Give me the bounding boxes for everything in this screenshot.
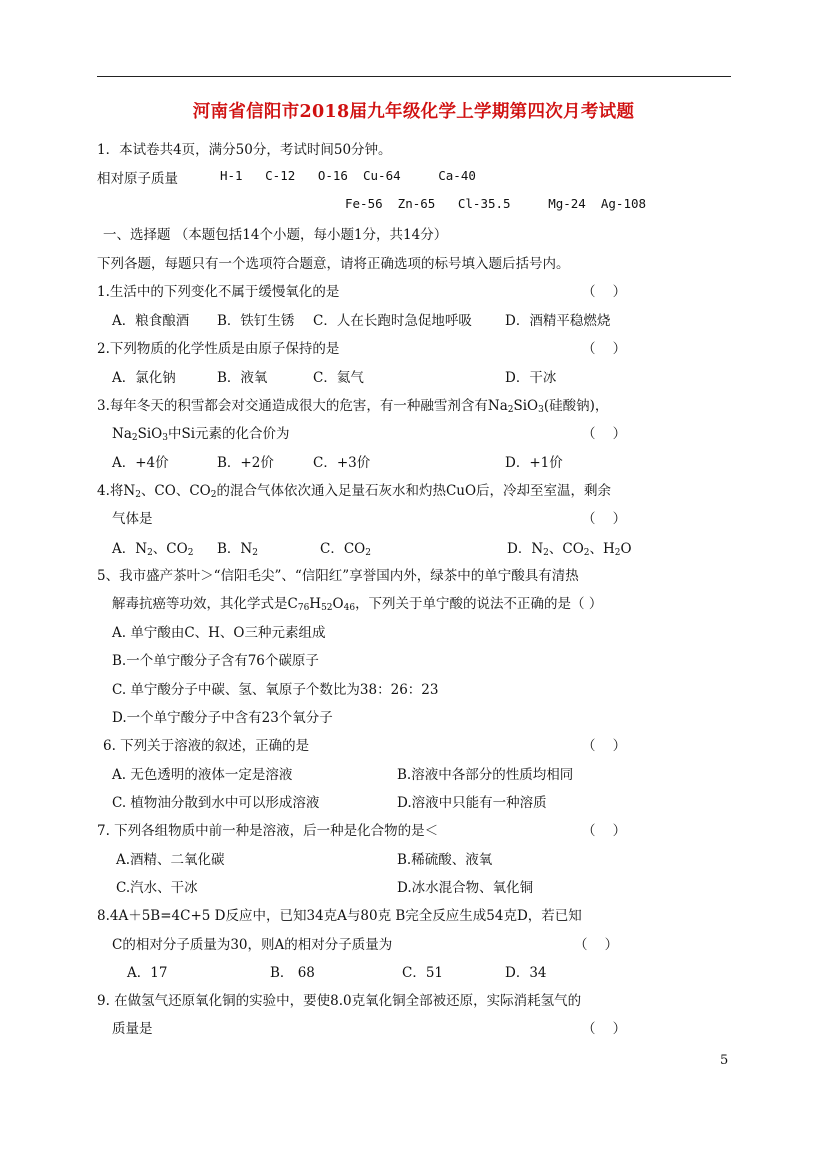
question-9-line-2: 质量是 [112, 1021, 153, 1037]
q8-option-c: C．51 [402, 965, 444, 981]
section-instruction: 下列各题，每题只有一个选项符合题意，请将正确选项的标号填入题后括号内。 [97, 256, 570, 272]
q4-option-b: B．$N_2$ [217, 541, 258, 558]
question-4-line-2: 气体是 [112, 511, 153, 527]
q5-option-a: A. 单宁酸由C、H、O三种元素组成 [112, 625, 326, 641]
question-4-stem: 4.将$N_2$、CO、$CO_2$的混合气体依次通入足量石灰水和灼热CuO后，冷却至室温，剩余 [97, 483, 612, 500]
q6-option-d: D.溶液中只能有一种溶质 [397, 795, 547, 811]
q1-option-d: D．酒精平稳燃烧 [505, 313, 611, 329]
answer-bracket-7[interactable]: （ ） [582, 823, 627, 839]
q8-option-d: D．34 [505, 965, 547, 981]
answer-bracket-6[interactable]: （ ） [582, 738, 627, 754]
q4-option-c: C．$CO_2$ [320, 541, 371, 558]
section-heading: 一、选择题 （本题包括14个小题，每小题1分，共14分） [103, 227, 448, 243]
q4-option-a: A．$N_2$、$CO_2$ [112, 541, 194, 558]
question-5-line-2: 解毒抗癌等功效，其化学式是$C_{76}H_{52}O_{46}$，下列关于单宁酸的说法不正确的是（ ） [112, 596, 603, 613]
header-rule [97, 76, 731, 77]
question-8-line-2: C的相对分子质量为30，则A的相对分子质量为 [112, 937, 393, 953]
q1-option-a: A．粮食酿酒 [112, 313, 190, 329]
question-3-stem: 3.每年冬天的积雪都会对交通造成很大的危害，有一种融雪剂含有$Na_2SiO_3$(硅酸钠)， [97, 398, 609, 415]
answer-bracket-9[interactable]: （ ） [582, 1021, 627, 1037]
q7-option-b: B.稀硫酸、液氧 [397, 852, 493, 868]
q3-option-d: D．+1价 [505, 455, 563, 471]
q8-option-a: A．17 [127, 965, 168, 981]
answer-bracket-1[interactable]: （ ） [582, 284, 627, 300]
q7-option-a: A.酒精、二氧化碳 [116, 852, 225, 868]
answer-bracket-2[interactable]: （ ） [582, 341, 627, 357]
q2-option-c: C．氦气 [313, 370, 364, 386]
q2-option-d: D．干冰 [505, 370, 557, 386]
q5-option-b: B.一个单宁酸分子含有76个碳原子 [112, 653, 319, 669]
question-1-stem: 1.生活中的下列变化不属于缓慢氧化的是 [97, 284, 340, 300]
q2-option-b: B．液氧 [217, 370, 268, 386]
q6-option-b: B.溶液中各部分的性质均相同 [397, 767, 574, 783]
answer-bracket-8[interactable]: （ ） [574, 937, 619, 953]
q7-option-c: C.汽水、干冰 [116, 880, 198, 896]
question-7-stem: 7. 下列各组物质中前一种是溶液，后一种是化合物的是＜ [97, 823, 439, 839]
atomic-mass-label: 相对原子质量 [97, 171, 178, 187]
question-2-stem: 2.下列物质的化学性质是由原子保持的是 [97, 341, 340, 357]
q1-option-b: B．铁钉生锈 [217, 313, 295, 329]
question-8-stem: 8.4A＋5B=4C+5 D反应中，已知34克A与80克 B完全反应生成54克D，若已知 [97, 908, 582, 924]
question-6-stem: 6. 下列关于溶液的叙述，正确的是 [103, 738, 310, 754]
answer-bracket-4[interactable]: （ ） [582, 511, 627, 527]
exam-note: 1．本试卷共4页，满分50分，考试时间50分钟。 [97, 142, 392, 158]
q4-option-d: D．$N_2$、$CO_2$、$H_2O$ [507, 541, 632, 558]
atomic-mass-row-1: H-1 C-12 O-16 Cu-64 Ca-40 [220, 168, 476, 183]
q8-option-b: B． 68 [270, 965, 315, 981]
q3-option-c: C．+3价 [313, 455, 371, 471]
q5-option-c: C. 单宁酸分子中碳、氢、氧原子个数比为38：26：23 [112, 682, 439, 698]
q7-option-d: D.冰水混合物、氧化铜 [397, 880, 534, 896]
q1-option-c: C．人在长跑时急促地呼吸 [313, 313, 472, 329]
atomic-mass-row-2: Fe-56 Zn-65 Cl-35.5 Mg-24 Ag-108 [345, 196, 647, 211]
q6-option-a: A. 无色透明的液体一定是溶液 [112, 767, 293, 783]
q3-option-a: A．+4价 [112, 455, 169, 471]
page-title: 河南省信阳市2018届九年级化学上学期第四次月考试题 [192, 102, 635, 122]
q5-option-d: D.一个单宁酸分子中含有23个氧分子 [112, 710, 333, 726]
question-5-stem: 5、我市盛产茶叶＞“信阳毛尖”、“信阳红”享誉国内外，绿茶中的单宁酸具有清热 [97, 568, 579, 584]
answer-bracket-3[interactable]: （ ） [582, 426, 627, 442]
q2-option-a: A．氯化钠 [112, 370, 176, 386]
page-number: 5 [720, 1053, 729, 1068]
q3-option-b: B．+2价 [217, 455, 274, 471]
question-3-line-2: $Na_2SiO_3$中Si元素的化合价为 [112, 426, 290, 443]
q6-option-c: C. 植物油分散到水中可以形成溶液 [112, 795, 320, 811]
question-9-stem: 9. 在做氢气还原氧化铜的实验中，要使8.0克氧化铜全部被还原，实际消耗氢气的 [97, 993, 582, 1009]
